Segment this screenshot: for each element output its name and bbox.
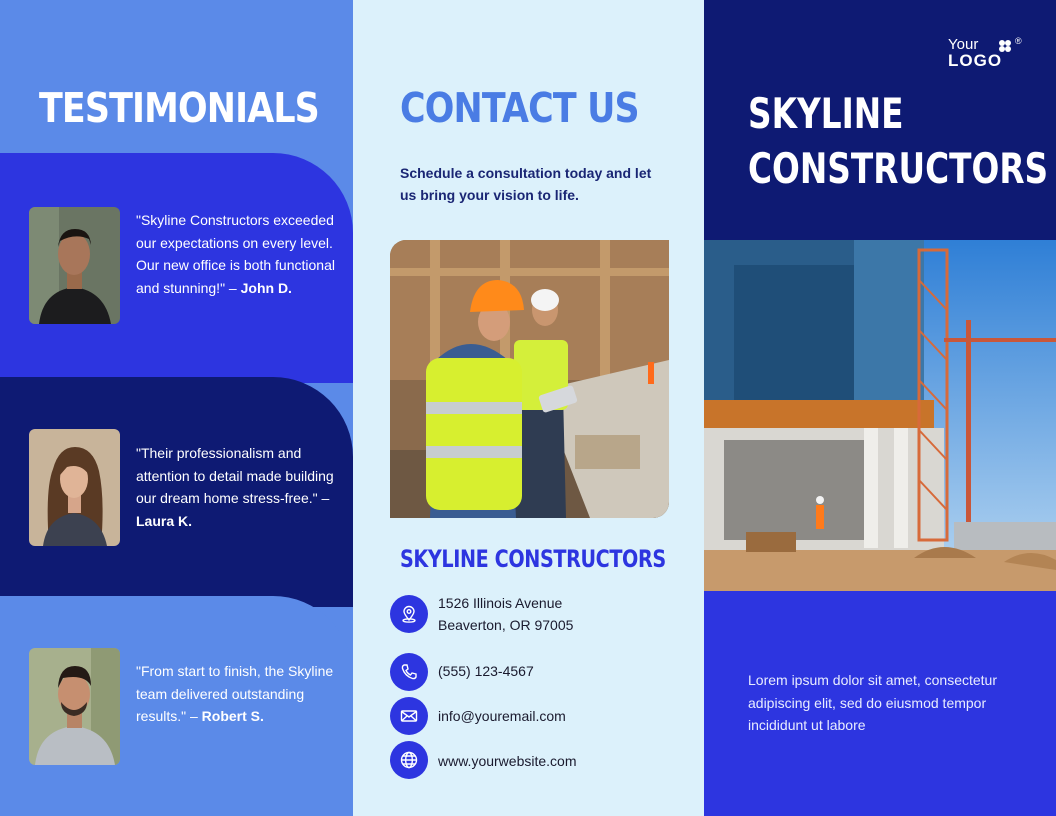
building-construction-photo bbox=[704, 240, 1056, 591]
testimonials-panel bbox=[0, 0, 353, 816]
testimonial-photo-john bbox=[29, 207, 120, 324]
logo-text-bottom: LOGO bbox=[948, 51, 1003, 70]
contact-panel bbox=[353, 0, 704, 816]
email-link[interactable]: info@youremail.com bbox=[438, 708, 566, 724]
testimonial-author-1: John D. bbox=[240, 279, 292, 296]
address-line-1: 1526 Illinois Avenue bbox=[438, 595, 563, 611]
testimonial-quote-2: "Their professionalism and attention to detail made building our dream home stress-free." – Laura K. bbox=[136, 445, 334, 529]
company-name: SKYLINE CONSTRUCTORS bbox=[400, 545, 666, 573]
location-pin-icon bbox=[390, 595, 428, 633]
website-link[interactable]: www.yourwebsite.com bbox=[438, 753, 577, 769]
cover-title-line-2: CONSTRUCTORS bbox=[748, 144, 1049, 193]
testimonial-quote-1: "Skyline Constructors exceeded our expectations on every level. Our new office is both functional and stunning!" – John D. bbox=[136, 212, 335, 296]
logo-text-top: Your bbox=[948, 36, 979, 53]
cover-panel bbox=[704, 0, 1056, 816]
testimonials-heading: TESTIMONIALS bbox=[39, 84, 319, 132]
testimonial-quote-3: "From start to finish, the Skyline team delivered outstanding results." – Robert S. bbox=[136, 663, 334, 724]
testimonial-author-2: Laura K. bbox=[136, 512, 193, 529]
testimonial-photo-robert bbox=[29, 648, 120, 765]
phone-icon bbox=[390, 653, 428, 691]
cover-title-line-1: SKYLINE bbox=[748, 89, 904, 138]
testimonial-photo-laura bbox=[29, 429, 120, 546]
address-text bbox=[438, 592, 573, 636]
globe-icon bbox=[390, 741, 428, 779]
address-line-2: Beaverton, OR 97005 bbox=[438, 617, 574, 633]
cover-body-text: Lorem ipsum dolor sit amet, consectetur adipiscing elit, sed do eiusmod tempor incididunt ut labore bbox=[748, 672, 997, 733]
contact-tagline: Schedule a consultation today and let us bring your vision to life. bbox=[400, 165, 652, 203]
contact-heading: CONTACT US bbox=[400, 84, 639, 132]
testimonial-author-3: Robert S. bbox=[201, 708, 264, 724]
cover-title bbox=[748, 86, 1048, 196]
construction-workers-photo bbox=[390, 240, 669, 518]
envelope-icon bbox=[390, 697, 428, 735]
phone-number[interactable]: (555) 123-4567 bbox=[438, 663, 534, 679]
registered-mark: ® bbox=[1015, 36, 1022, 46]
